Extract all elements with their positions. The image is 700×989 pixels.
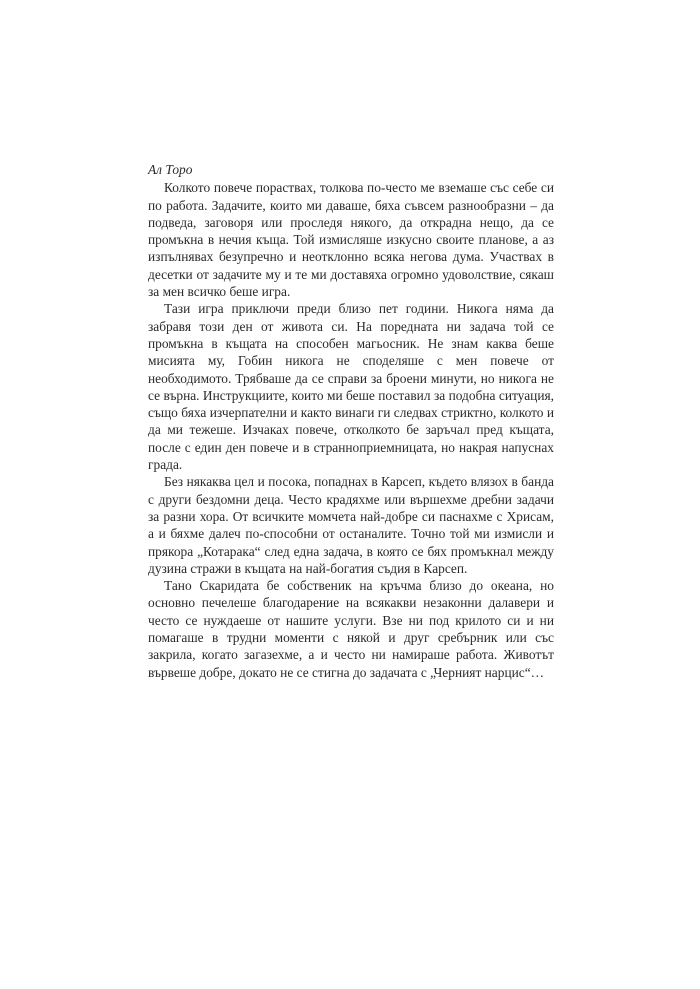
page-text (148, 161, 554, 681)
author-heading: Ал Торо (148, 162, 193, 177)
paragraph-1: Колкото повече порастваx, толкова по-често ме вземаше със себе си по работа. Задачите, които ми даваше, бяха съвсем разнообразни – да подведа, заговоря или проследя някого, да открадна нещо, да се промъкна в нечия къща. Той измисляше изкусно своите планове, а аз изпълнявах безупречно и неотклонно всяка негова дума. Участвах в десетки от задачите му и те ми доставяха огромно удоволствие, сякаш за мен всичко беше игра. (148, 180, 554, 300)
paragraph-2: Тази игра приключи преди близо пет години. Никога няма да забравя този ден от живота си. На поредната ни задача той се промъкна в къщата на способен магьосник. Не знам каква беше мисията му, Гобин никога не споделяше с мен повече от необходимото. Трябваше да се справи за броени минути, но никога не се върна. Инструкциите, които ми беше поставил за подобна ситуация, също бяха изчерпателни и както винаги ги следвах стриктно, колкото и да ми тежеше. Изчаках повече, отколкото бе заръчал пред къщата, после с един ден повече и в странноприемницата, но накрая напуснах града. (148, 301, 554, 473)
paragraph-3: Без някаква цел и посока, попаднах в Карсеп, където влязох в банда с други бездомни деца. Често крадяхме или вършехме дребни задачи за разни хора. От всичките момчета най-добре си паснахме с Хрисам, а и бяхме далеч по-способни от останалите. Точно той ми измисли и прякора „Котарака“ след една задача, в която се бях промъкнал между дузина стражи в къщата на най-богатия съдия в Карсеп. (148, 474, 554, 576)
paragraph-4: Тано Скаридата бе собственик на кръчма близо до океана, но основно печелеше благодарение на всякакви незаконни далавери и често се нуждаеше от нашите услуги. Взе ни под крилото си и ни помагаше в трудни моменти с някой и друг сребърник или със закрила, когато загазехме, а и често ни намираше работа. Животът вървеше добре, докато не се стигна до задачата с „Черният нарцис“… (148, 578, 554, 680)
